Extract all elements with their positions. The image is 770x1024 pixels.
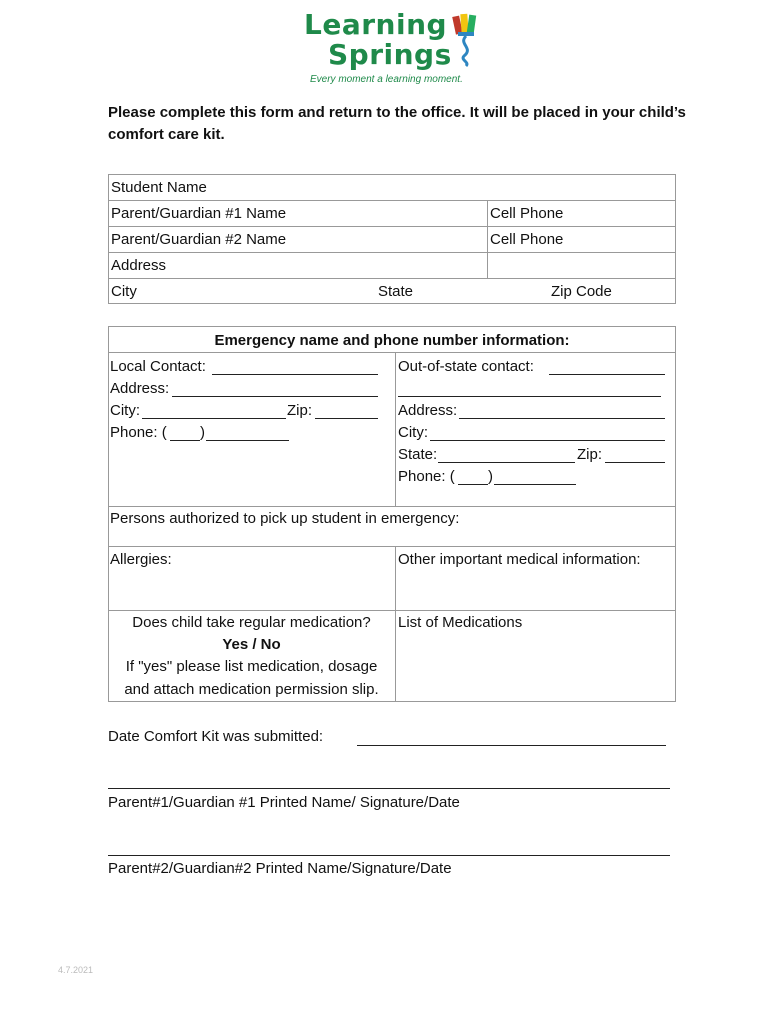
parent1-signature-line[interactable]	[108, 788, 670, 789]
divider	[108, 278, 676, 279]
emergency-heading: Emergency name and phone number information:	[214, 332, 570, 349]
oos-phone-label: Phone: (	[398, 468, 455, 485]
local-zip-line[interactable]	[315, 418, 378, 419]
oos-city-line[interactable]	[430, 440, 665, 441]
oos-phone-line[interactable]	[494, 484, 576, 485]
learning-springs-logo	[300, 8, 485, 92]
medication-question: Does child take regular medication?	[132, 614, 371, 631]
oos-contact-line[interactable]	[549, 374, 665, 375]
parent1-cell-field[interactable]: Cell Phone	[490, 205, 564, 222]
zip-code-field[interactable]: Zip Code	[551, 283, 612, 300]
divider	[108, 610, 676, 611]
local-contact-line[interactable]	[212, 374, 378, 375]
divider	[108, 546, 676, 547]
oos-contact-label: Out-of-state contact:	[398, 358, 534, 375]
parent2-signature-label: Parent#2/Guardian#2 Printed Name/Signature/Date	[108, 860, 452, 877]
address-field[interactable]: Address	[111, 257, 167, 274]
divider	[487, 200, 488, 278]
state-field[interactable]: State	[378, 283, 414, 300]
oos-zip-label: Zip:	[577, 446, 603, 463]
medical-info-field[interactable]: Other important medical information:	[398, 551, 641, 568]
oos-address-line[interactable]	[459, 418, 665, 419]
divider	[108, 200, 676, 201]
parent1-name-field[interactable]: Parent/Guardian #1 Name	[111, 205, 287, 222]
divider	[108, 252, 676, 253]
divider	[395, 546, 396, 702]
yes-no-choice[interactable]: Yes / No	[222, 636, 281, 653]
local-phone-label: Phone: (	[110, 424, 167, 441]
allergies-field[interactable]: Allergies:	[110, 551, 172, 568]
local-zip-label: Zip:	[287, 402, 313, 419]
authorized-persons-field[interactable]: Persons authorized to pick up student in emergency:	[110, 510, 460, 527]
parent2-signature-line[interactable]	[108, 855, 670, 856]
parent2-cell-field[interactable]: Cell Phone	[490, 231, 564, 248]
revision-date: 4.7.2021	[58, 965, 94, 975]
oos-contact-line-2[interactable]	[398, 396, 661, 397]
parent1-signature-label: Parent#1/Guardian #1 Printed Name/ Signature/Date	[108, 794, 460, 811]
divider	[108, 226, 676, 227]
oos-area-code-line[interactable]	[458, 484, 488, 485]
logo-tagline: Every moment a learning moment.	[310, 74, 463, 85]
logo-word-learning: Learning	[304, 8, 448, 41]
divider	[108, 352, 676, 353]
form-instructions: Please complete this form and return to the office. It will be placed in your child’s comfort care kit.	[108, 104, 686, 143]
local-city-label: City:	[110, 402, 140, 419]
local-area-code-line[interactable]	[170, 440, 200, 441]
local-contact-label: Local Contact:	[110, 358, 206, 375]
list-of-medications-field[interactable]: List of Medications	[398, 614, 523, 631]
date-submitted-line[interactable]	[357, 745, 666, 746]
city-field[interactable]: City	[111, 283, 137, 300]
parent2-name-field[interactable]: Parent/Guardian #2 Name	[111, 231, 287, 248]
oos-phone-close: )	[488, 468, 493, 485]
oos-state-line[interactable]	[438, 462, 575, 463]
logo-word-springs: Springs	[328, 38, 452, 71]
oos-city-label: City:	[398, 424, 428, 441]
divider	[395, 352, 396, 506]
medication-instructions-2: and attach medication permission slip.	[124, 681, 379, 698]
divider	[108, 506, 676, 507]
local-address-line[interactable]	[172, 396, 378, 397]
local-address-label: Address:	[110, 380, 170, 397]
local-phone-line[interactable]	[206, 440, 289, 441]
oos-zip-line[interactable]	[605, 462, 665, 463]
student-name-field[interactable]: Student Name	[111, 179, 207, 196]
local-city-line[interactable]	[142, 418, 286, 419]
books-fountain-icon	[450, 10, 482, 68]
local-phone-close: )	[200, 424, 205, 441]
oos-state-label: State:	[398, 446, 438, 463]
date-submitted-label: Date Comfort Kit was submitted:	[108, 728, 324, 745]
oos-address-label: Address:	[398, 402, 458, 419]
medication-instructions-1: If "yes" please list medication, dosage	[125, 658, 378, 675]
